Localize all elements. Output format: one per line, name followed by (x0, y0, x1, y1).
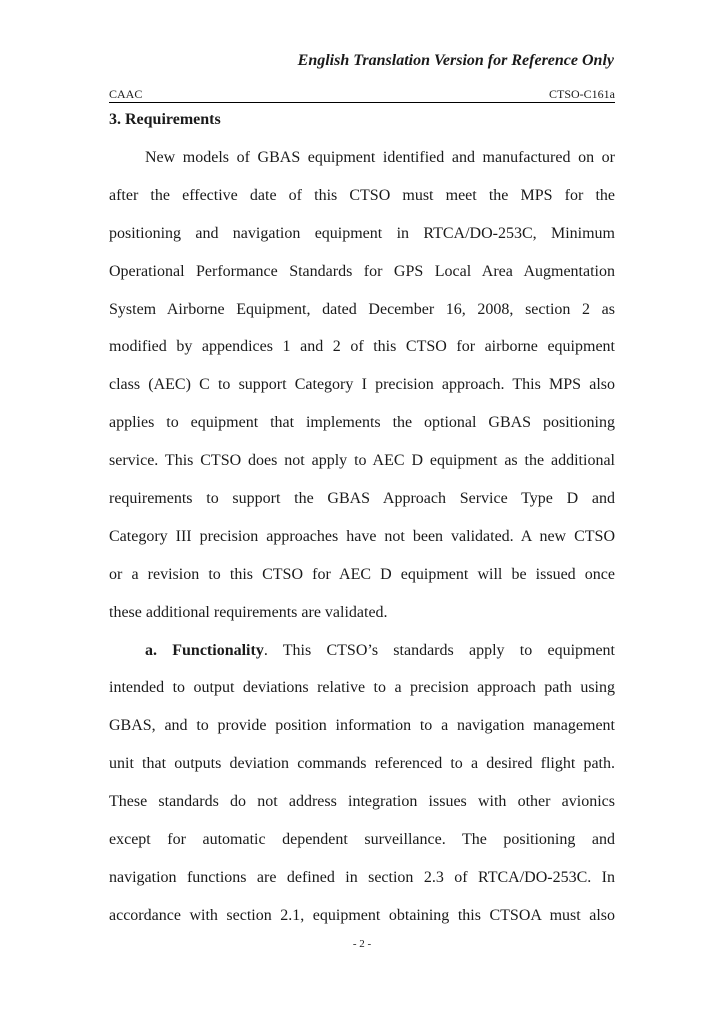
paragraph-line: GBAS, and to provide position information to a navigation management (109, 717, 615, 735)
paragraph-line: except for automatic dependent surveillance. The positioning and (109, 831, 615, 849)
functionality-label: a. Functionality (145, 641, 264, 659)
paragraph-line: New models of GBAS equipment identified and manufactured on or (145, 149, 615, 166)
paragraph-line: or a revision to this CTSO for AEC D equipment will be issued once (109, 565, 615, 583)
header-right-doc-id: CTSO-C161a (549, 87, 615, 101)
paragraph-line: Category III precision approaches have not been validated. A new CTSO (109, 527, 615, 545)
paragraph-line: service. This CTSO does not apply to AEC D equipment as the additional (109, 452, 615, 470)
paragraph-line: System Airborne Equipment, dated December 16, 2008, section 2 as (109, 300, 615, 318)
paragraph-line: These standards do not address integration issues with other avionics (109, 793, 615, 811)
paragraph-line: modified by appendices 1 and 2 of this CTSO for airborne equipment (109, 338, 615, 356)
paragraph-line: intended to output deviations relative to a precision approach path using (109, 679, 615, 697)
section-heading: 3. Requirements (109, 111, 221, 128)
paragraph-line: unit that outputs deviation commands referenced to a desired flight path. (109, 755, 615, 773)
functionality-first-line: . This CTSO’s standards apply to equipment (263, 641, 615, 659)
paragraph-line: class (AEC) C to support Category I precision approach. This MPS also (109, 376, 615, 394)
body-text (109, 143, 615, 939)
header-left-caac: CAAC (109, 87, 143, 101)
paragraph-line: Operational Performance Standards for GPS Local Area Augmentation (109, 262, 615, 280)
paragraph-line (109, 636, 615, 674)
paragraph-line: positioning and navigation equipment in RTCA/DO-253C, Minimum (109, 224, 615, 242)
paragraph-line: after the effective date of this CTSO must meet the MPS for the (109, 186, 615, 204)
paragraph-line: navigation functions are defined in section 2.3 of RTCA/DO-253C. In (109, 868, 615, 886)
paragraph-line: applies to equipment that implements the optional GBAS positioning (109, 414, 615, 432)
running-header (109, 87, 615, 103)
paragraph-line: requirements to support the GBAS Approach Service Type D and (109, 490, 615, 508)
paragraph-line: accordance with section 2.1, equipment obtaining this CTSOA must also (109, 906, 615, 924)
translation-note: English Translation Version for Reference Only (297, 52, 614, 69)
page-number: - 2 - (352, 938, 372, 950)
paragraph-line: these additional requirements are validated. (109, 603, 388, 621)
